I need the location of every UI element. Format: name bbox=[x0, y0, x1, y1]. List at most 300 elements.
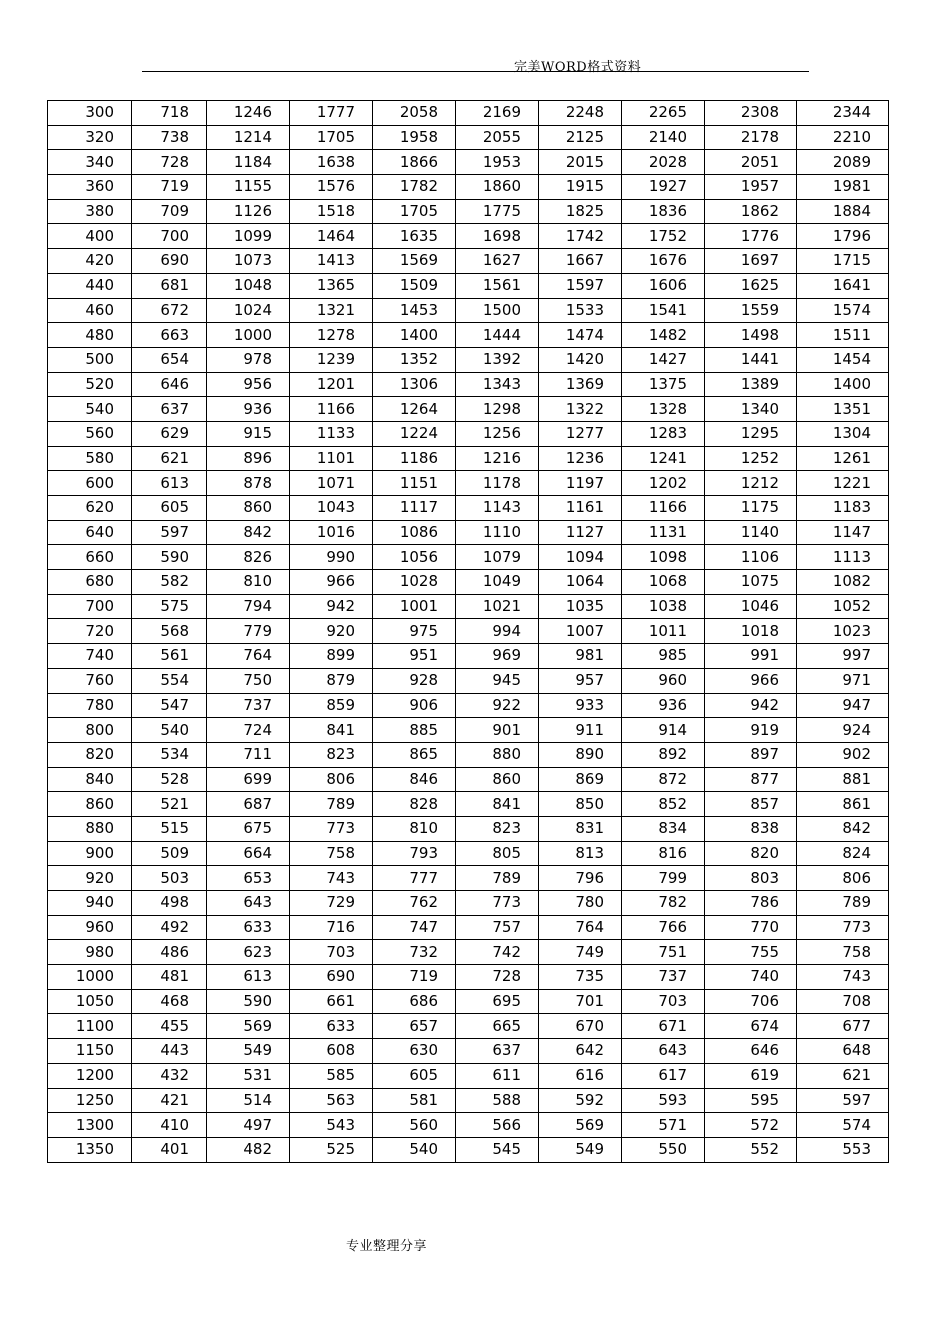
table-cell: 637 bbox=[456, 1039, 539, 1064]
table-cell: 1241 bbox=[622, 446, 705, 471]
table-cell: 1250 bbox=[48, 1088, 132, 1113]
table-cell: 742 bbox=[456, 940, 539, 965]
table-cell: 1023 bbox=[797, 619, 889, 644]
table-cell: 780 bbox=[539, 891, 622, 916]
table-cell: 716 bbox=[290, 915, 373, 940]
table-cell: 498 bbox=[132, 891, 207, 916]
table-cell: 605 bbox=[132, 496, 207, 521]
table-cell: 794 bbox=[207, 594, 290, 619]
table-cell: 700 bbox=[48, 594, 132, 619]
table-cell: 1444 bbox=[456, 323, 539, 348]
table-cell: 1056 bbox=[373, 545, 456, 570]
table-cell: 770 bbox=[705, 915, 797, 940]
table-cell: 773 bbox=[290, 816, 373, 841]
table-cell: 593 bbox=[622, 1088, 705, 1113]
table-cell: 861 bbox=[797, 792, 889, 817]
table-cell: 789 bbox=[456, 866, 539, 891]
table-cell: 455 bbox=[132, 1014, 207, 1039]
table-cell: 460 bbox=[48, 298, 132, 323]
table-cell: 695 bbox=[456, 989, 539, 1014]
table-cell: 531 bbox=[207, 1063, 290, 1088]
table-cell: 1350 bbox=[48, 1137, 132, 1162]
table-cell: 760 bbox=[48, 668, 132, 693]
table-cell: 595 bbox=[705, 1088, 797, 1113]
table-cell: 969 bbox=[456, 644, 539, 669]
table-row bbox=[48, 891, 889, 916]
table-cell: 687 bbox=[207, 792, 290, 817]
table-cell: 724 bbox=[207, 718, 290, 743]
table-cell: 997 bbox=[797, 644, 889, 669]
table-cell: 633 bbox=[290, 1014, 373, 1039]
table-row bbox=[48, 594, 889, 619]
table-cell: 590 bbox=[207, 989, 290, 1014]
table-cell: 1101 bbox=[290, 446, 373, 471]
table-cell: 1321 bbox=[290, 298, 373, 323]
table-cell: 592 bbox=[539, 1088, 622, 1113]
table-cell: 728 bbox=[456, 965, 539, 990]
table-cell: 920 bbox=[48, 866, 132, 891]
table-cell: 1304 bbox=[797, 421, 889, 446]
table-cell: 1389 bbox=[705, 372, 797, 397]
table-cell: 711 bbox=[207, 742, 290, 767]
table-cell: 1277 bbox=[539, 421, 622, 446]
table-cell: 1113 bbox=[797, 545, 889, 570]
table-row bbox=[48, 940, 889, 965]
table-cell: 956 bbox=[207, 372, 290, 397]
table-cell: 706 bbox=[705, 989, 797, 1014]
table-cell: 617 bbox=[622, 1063, 705, 1088]
table-cell: 400 bbox=[48, 224, 132, 249]
table-cell: 663 bbox=[132, 323, 207, 348]
table-cell: 1627 bbox=[456, 249, 539, 274]
table-cell: 1866 bbox=[373, 150, 456, 175]
table-cell: 1099 bbox=[207, 224, 290, 249]
table-cell: 2125 bbox=[539, 125, 622, 150]
table-cell: 569 bbox=[207, 1014, 290, 1039]
table-cell: 2055 bbox=[456, 125, 539, 150]
table-cell: 637 bbox=[132, 397, 207, 422]
table-cell: 1050 bbox=[48, 989, 132, 1014]
table-cell: 1201 bbox=[290, 372, 373, 397]
table-cell: 2028 bbox=[622, 150, 705, 175]
table-cell: 1862 bbox=[705, 199, 797, 224]
table-cell: 585 bbox=[290, 1063, 373, 1088]
table-row bbox=[48, 397, 889, 422]
table-cell: 621 bbox=[132, 446, 207, 471]
table-cell: 824 bbox=[797, 841, 889, 866]
table-row bbox=[48, 298, 889, 323]
table-cell: 737 bbox=[207, 693, 290, 718]
table-cell: 1576 bbox=[290, 175, 373, 200]
table-cell: 902 bbox=[797, 742, 889, 767]
table-cell: 1420 bbox=[539, 347, 622, 372]
table-cell: 789 bbox=[290, 792, 373, 817]
table-cell: 597 bbox=[797, 1088, 889, 1113]
table-cell: 749 bbox=[539, 940, 622, 965]
table-row bbox=[48, 915, 889, 940]
table-cell: 560 bbox=[48, 421, 132, 446]
table-row bbox=[48, 619, 889, 644]
table-cell: 672 bbox=[132, 298, 207, 323]
table-cell: 782 bbox=[622, 891, 705, 916]
table-cell: 545 bbox=[456, 1137, 539, 1162]
table-cell: 528 bbox=[132, 767, 207, 792]
table-cell: 554 bbox=[132, 668, 207, 693]
table-cell: 1098 bbox=[622, 545, 705, 570]
table-cell: 1221 bbox=[797, 471, 889, 496]
table-row bbox=[48, 570, 889, 595]
table-cell: 764 bbox=[207, 644, 290, 669]
table-cell: 880 bbox=[48, 816, 132, 841]
table-cell: 643 bbox=[207, 891, 290, 916]
table-row bbox=[48, 545, 889, 570]
table-cell: 1464 bbox=[290, 224, 373, 249]
table-cell: 1509 bbox=[373, 273, 456, 298]
table-cell: 1569 bbox=[373, 249, 456, 274]
table-cell: 758 bbox=[797, 940, 889, 965]
table-cell: 764 bbox=[539, 915, 622, 940]
table-cell: 1175 bbox=[705, 496, 797, 521]
table-cell: 1597 bbox=[539, 273, 622, 298]
table-cell: 1049 bbox=[456, 570, 539, 595]
table-cell: 552 bbox=[705, 1137, 797, 1162]
table-cell: 482 bbox=[207, 1137, 290, 1162]
table-cell: 320 bbox=[48, 125, 132, 150]
table-cell: 540 bbox=[48, 397, 132, 422]
table-cell: 1559 bbox=[705, 298, 797, 323]
table-row bbox=[48, 520, 889, 545]
table-cell: 860 bbox=[48, 792, 132, 817]
table-cell: 1322 bbox=[539, 397, 622, 422]
table-cell: 1957 bbox=[705, 175, 797, 200]
table-cell: 480 bbox=[48, 323, 132, 348]
table-cell: 869 bbox=[539, 767, 622, 792]
table-row bbox=[48, 1137, 889, 1162]
table-cell: 1953 bbox=[456, 150, 539, 175]
table-row bbox=[48, 175, 889, 200]
table-cell: 1147 bbox=[797, 520, 889, 545]
table-cell: 1635 bbox=[373, 224, 456, 249]
table-cell: 574 bbox=[797, 1113, 889, 1138]
table-cell: 605 bbox=[373, 1063, 456, 1088]
table-cell: 642 bbox=[539, 1039, 622, 1064]
table-cell: 2169 bbox=[456, 101, 539, 126]
table-cell: 826 bbox=[207, 545, 290, 570]
table-cell: 936 bbox=[207, 397, 290, 422]
table-cell: 842 bbox=[207, 520, 290, 545]
table-row bbox=[48, 644, 889, 669]
table-cell: 1186 bbox=[373, 446, 456, 471]
table-cell: 600 bbox=[48, 471, 132, 496]
table-cell: 897 bbox=[705, 742, 797, 767]
table-cell: 568 bbox=[132, 619, 207, 644]
table-cell: 2308 bbox=[705, 101, 797, 126]
table-cell: 1001 bbox=[373, 594, 456, 619]
table-cell: 1094 bbox=[539, 545, 622, 570]
table-cell: 738 bbox=[132, 125, 207, 150]
table-cell: 515 bbox=[132, 816, 207, 841]
table-cell: 1782 bbox=[373, 175, 456, 200]
table-cell: 1561 bbox=[456, 273, 539, 298]
table-cell: 960 bbox=[622, 668, 705, 693]
table-cell: 957 bbox=[539, 668, 622, 693]
table-cell: 629 bbox=[132, 421, 207, 446]
table-row bbox=[48, 816, 889, 841]
table-cell: 928 bbox=[373, 668, 456, 693]
table-cell: 1775 bbox=[456, 199, 539, 224]
table-cell: 786 bbox=[705, 891, 797, 916]
table-cell: 820 bbox=[48, 742, 132, 767]
table-cell: 1048 bbox=[207, 273, 290, 298]
table-cell: 1352 bbox=[373, 347, 456, 372]
table-cell: 877 bbox=[705, 767, 797, 792]
table-cell: 1212 bbox=[705, 471, 797, 496]
table-cell: 879 bbox=[290, 668, 373, 693]
table-cell: 857 bbox=[705, 792, 797, 817]
table-row bbox=[48, 421, 889, 446]
table-cell: 1705 bbox=[290, 125, 373, 150]
table-cell: 575 bbox=[132, 594, 207, 619]
table-cell: 653 bbox=[207, 866, 290, 891]
table-cell: 571 bbox=[622, 1113, 705, 1138]
table-cell: 806 bbox=[797, 866, 889, 891]
table-cell: 690 bbox=[132, 249, 207, 274]
table-cell: 1705 bbox=[373, 199, 456, 224]
table-cell: 1625 bbox=[705, 273, 797, 298]
table-cell: 1073 bbox=[207, 249, 290, 274]
table-cell: 708 bbox=[797, 989, 889, 1014]
table-cell: 747 bbox=[373, 915, 456, 940]
table-cell: 613 bbox=[207, 965, 290, 990]
table-cell: 2178 bbox=[705, 125, 797, 150]
table-cell: 1676 bbox=[622, 249, 705, 274]
table-cell: 1016 bbox=[290, 520, 373, 545]
table-cell: 1295 bbox=[705, 421, 797, 446]
table-cell: 1161 bbox=[539, 496, 622, 521]
table-cell: 920 bbox=[290, 619, 373, 644]
table-cell: 740 bbox=[48, 644, 132, 669]
table-cell: 432 bbox=[132, 1063, 207, 1088]
table-cell: 1752 bbox=[622, 224, 705, 249]
table-cell: 1641 bbox=[797, 273, 889, 298]
table-cell: 846 bbox=[373, 767, 456, 792]
table-cell: 560 bbox=[373, 1113, 456, 1138]
table-cell: 737 bbox=[622, 965, 705, 990]
table-cell: 1079 bbox=[456, 545, 539, 570]
table-row bbox=[48, 323, 889, 348]
table-cell: 572 bbox=[705, 1113, 797, 1138]
table-cell: 1400 bbox=[797, 372, 889, 397]
table-cell: 582 bbox=[132, 570, 207, 595]
table-cell: 777 bbox=[373, 866, 456, 891]
table-cell: 553 bbox=[797, 1137, 889, 1162]
table-cell: 1100 bbox=[48, 1014, 132, 1039]
table-cell: 521 bbox=[132, 792, 207, 817]
table-cell: 922 bbox=[456, 693, 539, 718]
table-cell: 1007 bbox=[539, 619, 622, 644]
table-cell: 703 bbox=[290, 940, 373, 965]
table-cell: 492 bbox=[132, 915, 207, 940]
table-cell: 1283 bbox=[622, 421, 705, 446]
table-cell: 1246 bbox=[207, 101, 290, 126]
table-cell: 1071 bbox=[290, 471, 373, 496]
table-row bbox=[48, 446, 889, 471]
table-cell: 885 bbox=[373, 718, 456, 743]
table-cell: 799 bbox=[622, 866, 705, 891]
table-cell: 1000 bbox=[48, 965, 132, 990]
table-cell: 720 bbox=[48, 619, 132, 644]
table-cell: 1106 bbox=[705, 545, 797, 570]
table-cell: 960 bbox=[48, 915, 132, 940]
table-cell: 1369 bbox=[539, 372, 622, 397]
table-body bbox=[48, 101, 889, 1163]
table-cell: 901 bbox=[456, 718, 539, 743]
table-cell: 543 bbox=[290, 1113, 373, 1138]
table-cell: 1000 bbox=[207, 323, 290, 348]
table-cell: 865 bbox=[373, 742, 456, 767]
table-cell: 1351 bbox=[797, 397, 889, 422]
data-table bbox=[47, 100, 889, 1163]
header-rule bbox=[142, 71, 809, 72]
table-cell: 443 bbox=[132, 1039, 207, 1064]
table-cell: 1667 bbox=[539, 249, 622, 274]
table-cell: 1836 bbox=[622, 199, 705, 224]
table-cell: 881 bbox=[797, 767, 889, 792]
table-cell: 547 bbox=[132, 693, 207, 718]
table-cell: 1064 bbox=[539, 570, 622, 595]
table-cell: 486 bbox=[132, 940, 207, 965]
table-cell: 701 bbox=[539, 989, 622, 1014]
table-row bbox=[48, 965, 889, 990]
table-cell: 780 bbox=[48, 693, 132, 718]
table-cell: 1474 bbox=[539, 323, 622, 348]
table-cell: 646 bbox=[132, 372, 207, 397]
table-cell: 699 bbox=[207, 767, 290, 792]
table-cell: 1392 bbox=[456, 347, 539, 372]
table-cell: 2265 bbox=[622, 101, 705, 126]
table-cell: 779 bbox=[207, 619, 290, 644]
table-cell: 743 bbox=[290, 866, 373, 891]
table-cell: 1068 bbox=[622, 570, 705, 595]
table-cell: 729 bbox=[290, 891, 373, 916]
table-cell: 1131 bbox=[622, 520, 705, 545]
table-cell: 796 bbox=[539, 866, 622, 891]
table-cell: 1697 bbox=[705, 249, 797, 274]
table-cell: 1183 bbox=[797, 496, 889, 521]
table-cell: 951 bbox=[373, 644, 456, 669]
table-cell: 823 bbox=[290, 742, 373, 767]
table-cell: 1224 bbox=[373, 421, 456, 446]
table-cell: 978 bbox=[207, 347, 290, 372]
table-cell: 623 bbox=[207, 940, 290, 965]
table-cell: 1860 bbox=[456, 175, 539, 200]
table-cell: 566 bbox=[456, 1113, 539, 1138]
table-cell: 823 bbox=[456, 816, 539, 841]
table-cell: 1698 bbox=[456, 224, 539, 249]
table-cell: 975 bbox=[373, 619, 456, 644]
table-cell: 1202 bbox=[622, 471, 705, 496]
table-cell: 740 bbox=[705, 965, 797, 990]
table-cell: 945 bbox=[456, 668, 539, 693]
table-cell: 620 bbox=[48, 496, 132, 521]
table-cell: 936 bbox=[622, 693, 705, 718]
table-cell: 709 bbox=[132, 199, 207, 224]
table-cell: 665 bbox=[456, 1014, 539, 1039]
table-cell: 2051 bbox=[705, 150, 797, 175]
table-cell: 1777 bbox=[290, 101, 373, 126]
table-cell: 831 bbox=[539, 816, 622, 841]
table-cell: 1133 bbox=[290, 421, 373, 446]
table-cell: 1500 bbox=[456, 298, 539, 323]
table-cell: 670 bbox=[539, 1014, 622, 1039]
table-row bbox=[48, 742, 889, 767]
table-cell: 2344 bbox=[797, 101, 889, 126]
table-cell: 1024 bbox=[207, 298, 290, 323]
table-cell: 1884 bbox=[797, 199, 889, 224]
table-cell: 540 bbox=[373, 1137, 456, 1162]
table-cell: 1052 bbox=[797, 594, 889, 619]
table-cell: 1518 bbox=[290, 199, 373, 224]
table-cell: 648 bbox=[797, 1039, 889, 1064]
table-cell: 1236 bbox=[539, 446, 622, 471]
table-cell: 2248 bbox=[539, 101, 622, 126]
table-row bbox=[48, 101, 889, 126]
table-cell: 899 bbox=[290, 644, 373, 669]
table-cell: 985 bbox=[622, 644, 705, 669]
table-cell: 1328 bbox=[622, 397, 705, 422]
table-cell: 550 bbox=[622, 1137, 705, 1162]
table-cell: 1184 bbox=[207, 150, 290, 175]
table-cell: 681 bbox=[132, 273, 207, 298]
table-cell: 728 bbox=[132, 150, 207, 175]
table-cell: 1214 bbox=[207, 125, 290, 150]
table-cell: 1606 bbox=[622, 273, 705, 298]
table-cell: 540 bbox=[132, 718, 207, 743]
table-cell: 859 bbox=[290, 693, 373, 718]
table-cell: 1011 bbox=[622, 619, 705, 644]
table-cell: 675 bbox=[207, 816, 290, 841]
table-cell: 1126 bbox=[207, 199, 290, 224]
table-row bbox=[48, 125, 889, 150]
table-cell: 919 bbox=[705, 718, 797, 743]
table-cell: 732 bbox=[373, 940, 456, 965]
table-cell: 850 bbox=[539, 792, 622, 817]
table-cell: 1252 bbox=[705, 446, 797, 471]
table-cell: 1915 bbox=[539, 175, 622, 200]
table-cell: 842 bbox=[797, 816, 889, 841]
table-cell: 563 bbox=[290, 1088, 373, 1113]
table-cell: 608 bbox=[290, 1039, 373, 1064]
table-cell: 793 bbox=[373, 841, 456, 866]
table-row bbox=[48, 1039, 889, 1064]
table-cell: 980 bbox=[48, 940, 132, 965]
table-row bbox=[48, 1088, 889, 1113]
table-cell: 1427 bbox=[622, 347, 705, 372]
table-cell: 981 bbox=[539, 644, 622, 669]
table-cell: 766 bbox=[622, 915, 705, 940]
table-cell: 743 bbox=[797, 965, 889, 990]
table-cell: 500 bbox=[48, 347, 132, 372]
table-cell: 1239 bbox=[290, 347, 373, 372]
table-cell: 1127 bbox=[539, 520, 622, 545]
table-row bbox=[48, 693, 889, 718]
table-row bbox=[48, 1113, 889, 1138]
table-cell: 1166 bbox=[622, 496, 705, 521]
table-cell: 1981 bbox=[797, 175, 889, 200]
table-cell: 1298 bbox=[456, 397, 539, 422]
table-cell: 2210 bbox=[797, 125, 889, 150]
table-cell: 810 bbox=[207, 570, 290, 595]
